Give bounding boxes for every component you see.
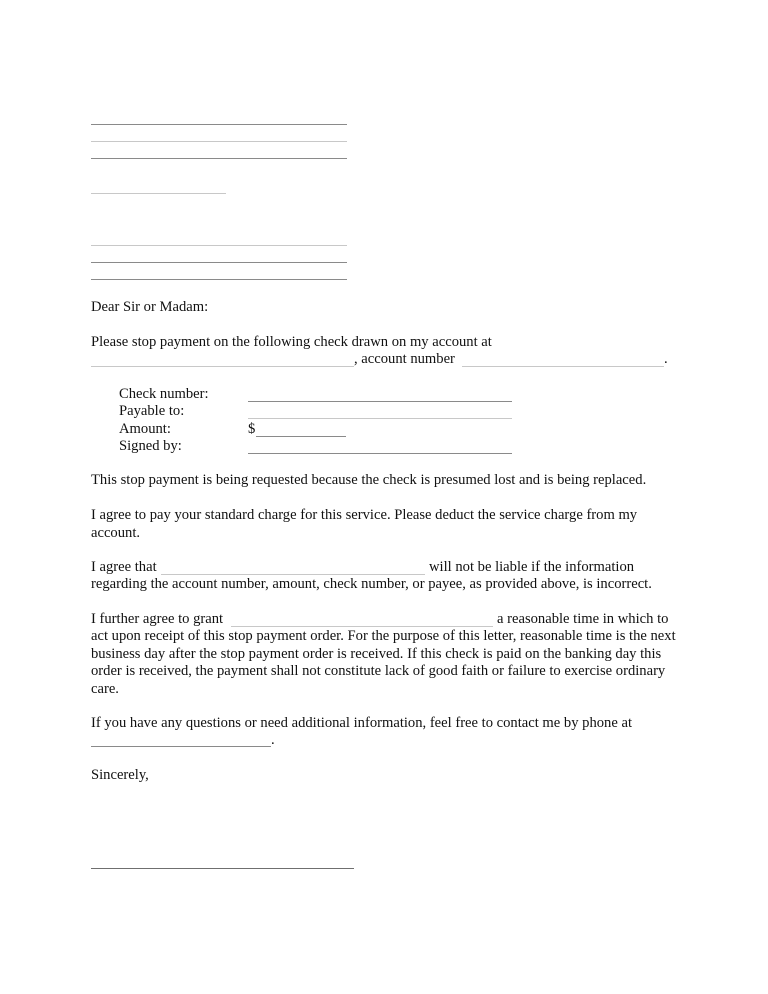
recipient-address-line-2[interactable] [91, 262, 347, 263]
liability-line-2: regarding the account number, amount, check number, or payee, as provided above, is incorrect. [91, 576, 652, 592]
check-number-label: Check number: [119, 386, 209, 402]
account-number-line[interactable] [462, 366, 664, 367]
recipient-address-line-1[interactable] [91, 245, 347, 246]
bank-name-line[interactable] [91, 366, 354, 367]
sender-address-line-3[interactable] [91, 158, 347, 159]
payable-to-label: Payable to: [119, 403, 185, 419]
reasonable-time-suffix: a reasonable time in which to [497, 611, 669, 627]
signed-by-label: Signed by: [119, 438, 182, 454]
contact-end-period: . [271, 732, 275, 748]
check-number-line[interactable] [248, 401, 512, 402]
signed-by-line[interactable] [248, 453, 512, 454]
sender-address-line-1[interactable] [91, 124, 347, 125]
request-end-period: . [664, 351, 668, 367]
account-number-label: , account number [354, 351, 455, 367]
recipient-address-line-3[interactable] [91, 279, 347, 280]
sender-address-line-2[interactable] [91, 141, 347, 142]
charge-paragraph: I agree to pay your standard charge for this service. Please deduct the service charge from my account. [91, 507, 638, 541]
reasonable-time-party-line[interactable] [231, 626, 493, 627]
amount-label: Amount: [119, 421, 171, 437]
phone-line[interactable] [91, 746, 271, 747]
reasonable-time-rest: act upon receipt of this stop payment order. For the purpose of this letter, reasonable time is the next business day after the stop payment order is received. If this check is paid on the banking day this order is received, the payment shall not constitute lack of good faith or failure to exercise ordinary care. [91, 628, 676, 697]
reason-paragraph: This stop payment is being requested because the check is presumed lost and is being replaced. [91, 472, 647, 488]
salutation: Dear Sir or Madam: [91, 299, 209, 315]
signature-line[interactable] [91, 868, 354, 869]
date-line[interactable] [91, 193, 226, 194]
liability-prefix: I agree that [91, 559, 157, 575]
payable-to-line[interactable] [248, 418, 512, 419]
contact-line-1: If you have any questions or need additional information, feel free to contact me by phone at [91, 715, 633, 731]
liability-party-line[interactable] [161, 574, 425, 575]
reasonable-time-prefix: I further agree to grant [91, 611, 224, 627]
liability-suffix: will not be liable if the information [429, 559, 635, 575]
amount-currency: $ [248, 421, 256, 437]
closing: Sincerely, [91, 767, 149, 783]
amount-line[interactable] [256, 436, 346, 437]
request-line-1: Please stop payment on the following check drawn on my account at [91, 334, 492, 350]
